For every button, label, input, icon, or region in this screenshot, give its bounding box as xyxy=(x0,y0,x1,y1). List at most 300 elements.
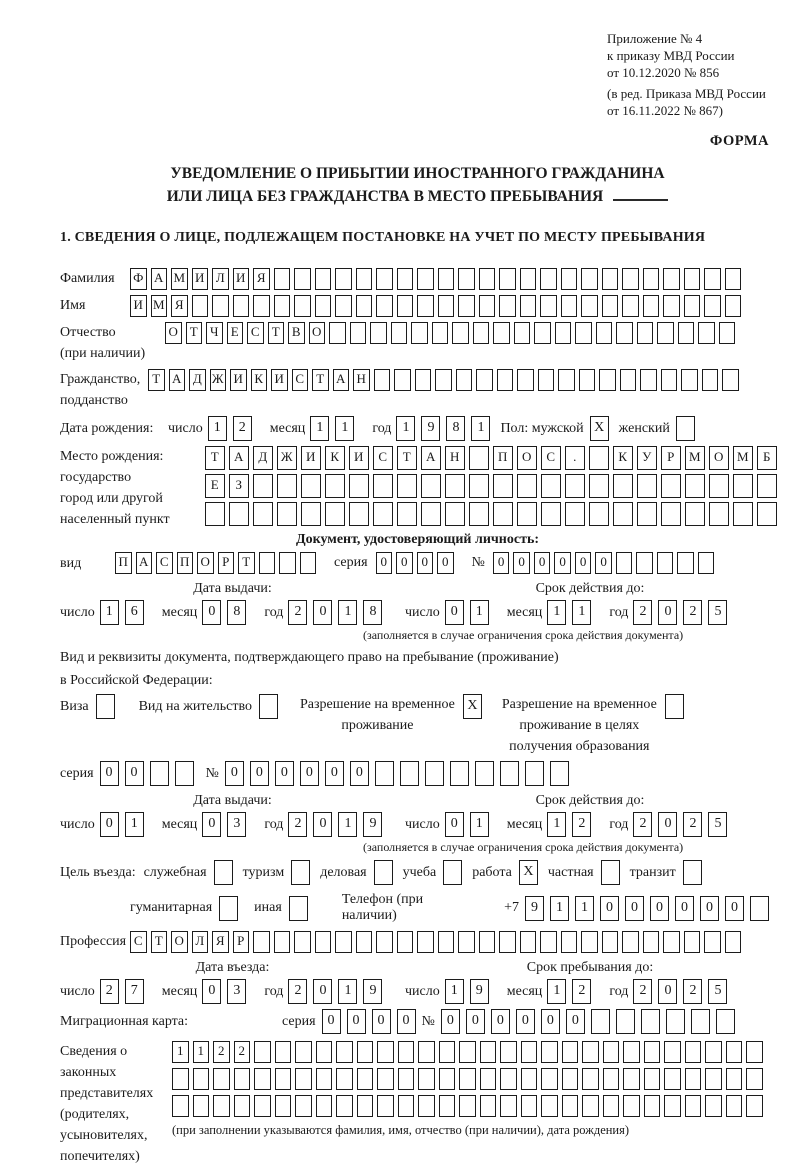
char-box-empty xyxy=(681,369,698,391)
char-box-empty xyxy=(469,474,489,498)
temp-residence-option: Разрешение на временное проживание X xyxy=(300,694,482,736)
char-box-empty xyxy=(676,416,695,441)
char-box-empty xyxy=(233,295,250,317)
char-box-empty xyxy=(540,931,557,953)
char-box-empty xyxy=(685,1041,702,1063)
surname-boxes xyxy=(130,268,745,290)
char-box-empty xyxy=(373,474,393,498)
char-box-empty xyxy=(663,268,680,290)
char-box-empty xyxy=(212,295,229,317)
birth-month-boxes xyxy=(310,416,360,441)
series-label: серия xyxy=(334,555,368,570)
char-box-empty xyxy=(229,502,249,526)
id-doc-heading: Документ, удостоверяющий личность: xyxy=(295,532,540,547)
char-box-filled: 2 xyxy=(683,812,702,837)
char-box-empty xyxy=(316,1095,333,1117)
res-doc-line2: в Российской Федерации: xyxy=(60,673,213,688)
char-box-empty xyxy=(521,1041,538,1063)
char-box-empty xyxy=(275,1068,292,1090)
char-box-filled: А xyxy=(169,369,186,391)
char-box-empty xyxy=(277,474,297,498)
char-box-empty xyxy=(479,931,496,953)
char-box-empty xyxy=(691,1009,710,1034)
form-title-line2: ИЛИ ЛИЦА БЕЗ ГРАЖДАНСТВА В МЕСТО ПРЕБЫВАНИЯ xyxy=(166,188,604,205)
edu-residence-option: Разрешение на временное проживание в целях получения образования xyxy=(502,694,684,757)
char-box-empty xyxy=(452,322,469,344)
id-doc-row xyxy=(60,552,775,574)
char-box-empty xyxy=(616,1009,635,1034)
purpose-business-checkbox xyxy=(374,860,393,885)
char-box-filled: 0 xyxy=(575,552,592,574)
char-box-empty xyxy=(644,1068,661,1090)
char-box-empty xyxy=(315,268,332,290)
char-box-filled: С xyxy=(373,446,393,470)
char-box-filled: 8 xyxy=(446,416,465,441)
char-box-empty xyxy=(746,1068,763,1090)
validity-note: (заполняется в случае ограничения срока действия документа) xyxy=(363,628,684,642)
char-box-filled: Ж xyxy=(277,446,297,470)
birth-date-label: Дата рождения: xyxy=(60,421,154,436)
char-box-empty xyxy=(356,295,373,317)
char-box-empty xyxy=(356,268,373,290)
char-box-empty xyxy=(685,1095,702,1117)
char-box-empty xyxy=(438,295,455,317)
char-box-empty xyxy=(400,761,419,786)
char-box-filled: 5 xyxy=(708,600,727,625)
char-box-filled: Т xyxy=(268,322,285,344)
char-box-empty xyxy=(620,369,637,391)
res-doc-series-row xyxy=(60,761,775,786)
char-box-filled: 0 xyxy=(600,896,619,921)
char-box-empty xyxy=(603,1041,620,1063)
gender-female-checkbox xyxy=(676,416,695,441)
char-box-filled: С xyxy=(130,931,147,953)
purpose-transit-checkbox xyxy=(683,860,702,885)
char-box-empty xyxy=(493,322,510,344)
char-box-filled: Р xyxy=(218,552,235,574)
char-box-empty xyxy=(301,502,321,526)
char-box-empty xyxy=(746,1041,763,1063)
char-box-empty xyxy=(499,268,516,290)
entry-day xyxy=(100,979,150,1004)
char-box-empty xyxy=(709,474,729,498)
id-doc-kind-boxes xyxy=(115,552,320,574)
purpose-official-checkbox xyxy=(214,860,233,885)
char-box-filled: 0 xyxy=(313,812,332,837)
char-box-filled: 0 xyxy=(700,896,719,921)
char-box-empty xyxy=(602,295,619,317)
char-box-filled: П xyxy=(493,446,513,470)
char-box-empty xyxy=(398,1041,415,1063)
char-box-empty xyxy=(616,322,633,344)
char-box-empty xyxy=(411,322,428,344)
char-box-empty xyxy=(300,552,317,574)
legal-boxes-row2 xyxy=(172,1068,767,1090)
char-box-filled: 8 xyxy=(363,600,382,625)
citizenship-label: Гражданство, подданство xyxy=(60,372,141,408)
residence-permit-option: Вид на жительство xyxy=(139,694,278,719)
char-box-empty xyxy=(294,295,311,317)
purpose-business: деловая xyxy=(320,860,392,885)
char-box-empty xyxy=(325,474,345,498)
char-box-filled: 1 xyxy=(338,979,357,1004)
char-box-empty xyxy=(418,1095,435,1117)
char-box-empty xyxy=(394,369,411,391)
char-box-empty xyxy=(254,1068,271,1090)
char-box-empty xyxy=(562,1068,579,1090)
char-box-filled: 0 xyxy=(202,979,221,1004)
valid-until-heading: Срок действия до: xyxy=(535,793,645,808)
char-box-empty xyxy=(172,1068,189,1090)
char-box-filled: Т xyxy=(312,369,329,391)
char-box-filled: А xyxy=(421,446,441,470)
char-box-filled: Б xyxy=(757,446,777,470)
form-title xyxy=(60,162,775,208)
char-box-filled: О xyxy=(309,322,326,344)
char-box-filled: 0 xyxy=(441,1009,460,1034)
char-box-empty xyxy=(458,295,475,317)
char-box-empty xyxy=(613,502,633,526)
char-box-empty xyxy=(373,502,393,526)
char-box-filled: 0 xyxy=(313,600,332,625)
char-box-empty xyxy=(517,474,537,498)
char-box-filled: Ф xyxy=(130,268,147,290)
char-box-filled: Е xyxy=(205,474,225,498)
char-box-empty xyxy=(683,860,702,885)
char-box-filled: 9 xyxy=(525,896,544,921)
char-box-empty xyxy=(716,1009,735,1034)
birthplace-label: Место рождения: государство город или другой населенный пункт xyxy=(60,449,170,527)
char-box-filled: 1 xyxy=(470,600,489,625)
char-box-filled: 0 xyxy=(658,812,677,837)
char-box-empty xyxy=(253,931,270,953)
char-box-filled: 1 xyxy=(125,812,144,837)
char-box-filled: Р xyxy=(661,446,681,470)
purpose-private: частная xyxy=(548,860,620,885)
section-1-heading: 1. СВЕДЕНИЯ О ЛИЦЕ, ПОДЛЕЖАЩЕМ ПОСТАНОВКЕ НА УЧЕТ ПО МЕСТУ ПРЕБЫВАНИЯ xyxy=(60,230,706,245)
char-box-empty xyxy=(415,369,432,391)
char-box-filled: 1 xyxy=(550,896,569,921)
char-box-empty xyxy=(336,1041,353,1063)
form-title-line1: УВЕДОМЛЕНИЕ О ПРИБЫТИИ ИНОСТРАННОГО ГРАЖДАНИНА xyxy=(170,165,665,182)
char-box-empty xyxy=(253,502,273,526)
char-box-empty xyxy=(397,474,417,498)
char-box-empty xyxy=(479,295,496,317)
char-box-empty xyxy=(663,295,680,317)
char-box-filled: Я xyxy=(212,931,229,953)
char-box-filled: С xyxy=(156,552,173,574)
char-box-empty xyxy=(480,1068,497,1090)
char-box-empty xyxy=(443,860,462,885)
char-box-empty xyxy=(581,295,598,317)
char-box-filled: 9 xyxy=(470,979,489,1004)
char-box-filled: 2 xyxy=(633,812,652,837)
char-box-empty xyxy=(616,552,633,574)
char-box-filled: 0 xyxy=(625,896,644,921)
char-box-empty xyxy=(661,502,681,526)
char-box-filled: В xyxy=(288,322,305,344)
char-box-empty xyxy=(582,1095,599,1117)
char-box-filled: 0 xyxy=(322,1009,341,1034)
char-box-empty xyxy=(599,369,616,391)
char-box-filled: П xyxy=(115,552,132,574)
stay-until-heading: Срок пребывания до: xyxy=(526,960,654,975)
char-box-filled: И xyxy=(271,369,288,391)
char-box-filled: 0 xyxy=(566,1009,585,1034)
char-box-filled: Я xyxy=(171,295,188,317)
char-box-empty xyxy=(623,1068,640,1090)
patronymic-row xyxy=(60,322,775,364)
purpose-humanitarian-checkbox xyxy=(219,896,238,921)
char-box-filled: 2 xyxy=(633,600,652,625)
char-box-filled: 1 xyxy=(100,600,119,625)
char-box-filled: 0 xyxy=(397,1009,416,1034)
char-box-filled: 9 xyxy=(363,979,382,1004)
char-box-empty xyxy=(459,1041,476,1063)
char-box-empty xyxy=(705,1041,722,1063)
char-box-filled: С xyxy=(247,322,264,344)
char-box-empty xyxy=(581,268,598,290)
char-box-empty xyxy=(438,268,455,290)
char-box-filled: А xyxy=(229,446,249,470)
purpose-tourism-checkbox xyxy=(291,860,310,885)
day-label: число xyxy=(405,604,440,620)
char-box-filled: М xyxy=(151,295,168,317)
char-box-filled: 9 xyxy=(363,812,382,837)
char-box-filled: 9 xyxy=(421,416,440,441)
char-box-empty xyxy=(357,1041,374,1063)
char-box-empty xyxy=(684,268,701,290)
char-box-filled: 6 xyxy=(125,600,144,625)
header-line: (в ред. Приказа МВД России xyxy=(607,86,766,101)
char-box-empty xyxy=(377,1041,394,1063)
char-box-filled: О xyxy=(165,322,182,344)
char-box-empty xyxy=(335,931,352,953)
char-box-empty xyxy=(274,931,291,953)
number-label: № xyxy=(421,1013,435,1029)
char-box-empty xyxy=(581,931,598,953)
char-box-empty xyxy=(637,474,657,498)
id-doc-kind-label: вид xyxy=(60,555,82,571)
id-valid-day xyxy=(445,600,495,625)
char-box-empty xyxy=(439,1041,456,1063)
char-box-empty xyxy=(591,1009,610,1034)
char-box-filled: 0 xyxy=(516,1009,535,1034)
char-box-empty xyxy=(376,295,393,317)
char-box-empty xyxy=(520,931,537,953)
char-box-filled: М xyxy=(685,446,705,470)
char-box-filled: 0 xyxy=(491,1009,510,1034)
char-box-empty xyxy=(350,322,367,344)
char-box-empty xyxy=(480,1095,497,1117)
char-box-empty xyxy=(644,1095,661,1117)
char-box-filled: 1 xyxy=(471,416,490,441)
char-box-empty xyxy=(234,1068,251,1090)
char-box-empty xyxy=(657,552,674,574)
stay-day xyxy=(445,979,495,1004)
char-box-filled: 0 xyxy=(225,761,244,786)
char-box-empty xyxy=(475,761,494,786)
phone-label: Телефон (при наличии) xyxy=(341,892,424,923)
char-box-empty xyxy=(698,552,715,574)
char-box-empty xyxy=(565,502,585,526)
legal-boxes-row3 xyxy=(172,1095,767,1117)
char-box-empty xyxy=(213,1095,230,1117)
header-line: от 16.11.2022 № 867) xyxy=(607,103,724,118)
char-box-empty xyxy=(664,1068,681,1090)
char-box-empty xyxy=(277,502,297,526)
char-box-filled: Т xyxy=(148,369,165,391)
char-box-empty xyxy=(622,295,639,317)
char-box-empty xyxy=(704,931,721,953)
purpose-row2 xyxy=(60,892,775,924)
char-box-empty xyxy=(335,295,352,317)
char-box-empty xyxy=(397,295,414,317)
profession-label: Профессия xyxy=(60,934,127,949)
char-box-filled: Д xyxy=(189,369,206,391)
char-box-empty xyxy=(603,1068,620,1090)
profession-row xyxy=(60,931,775,953)
char-box-empty xyxy=(643,931,660,953)
char-box-filled: 1 xyxy=(208,416,227,441)
char-box-empty xyxy=(705,1068,722,1090)
char-box-filled: И xyxy=(130,295,147,317)
char-box-empty xyxy=(684,931,701,953)
char-box-filled: О xyxy=(171,931,188,953)
char-box-filled: 2 xyxy=(234,1041,251,1063)
migration-number-boxes xyxy=(441,1009,741,1034)
char-box-filled: 0 xyxy=(675,896,694,921)
char-box-filled: 0 xyxy=(275,761,294,786)
char-box-filled: О xyxy=(709,446,729,470)
char-box-empty xyxy=(175,761,194,786)
char-box-filled: К xyxy=(325,446,345,470)
gender-male-checkbox xyxy=(590,416,609,441)
res-issue-year xyxy=(288,812,388,837)
id-issue-year xyxy=(288,600,388,625)
char-box-empty xyxy=(725,295,742,317)
char-box-empty xyxy=(719,322,736,344)
char-box-empty xyxy=(538,369,555,391)
char-box-empty xyxy=(295,1068,312,1090)
char-box-empty xyxy=(417,931,434,953)
char-box-empty xyxy=(445,502,465,526)
char-box-filled: Н xyxy=(445,446,465,470)
char-box-empty xyxy=(725,268,742,290)
char-box-empty xyxy=(643,268,660,290)
char-box-empty xyxy=(418,1068,435,1090)
char-box-empty xyxy=(356,931,373,953)
char-box-empty xyxy=(726,1068,743,1090)
header-reference xyxy=(607,30,775,119)
char-box-filled: 2 xyxy=(213,1041,230,1063)
char-box-empty xyxy=(500,1095,517,1117)
char-box-empty xyxy=(500,1068,517,1090)
patronymic-boxes xyxy=(165,322,739,344)
char-box-filled: 7 xyxy=(125,979,144,1004)
char-box-empty xyxy=(637,502,657,526)
year-label: год xyxy=(609,604,629,620)
char-box-empty xyxy=(172,1095,189,1117)
char-box-empty xyxy=(336,1095,353,1117)
entry-date-heading: Дата въезда: xyxy=(195,960,270,975)
issue-date-heading: Дата выдачи: xyxy=(193,793,272,808)
char-box-filled: 1 xyxy=(547,979,566,1004)
char-box-filled: М xyxy=(733,446,753,470)
year-label: год xyxy=(372,420,392,436)
char-box-filled: 2 xyxy=(288,812,307,837)
char-box-empty xyxy=(391,322,408,344)
id-doc-series-boxes xyxy=(376,552,458,574)
purpose-transit: транзит xyxy=(630,860,702,885)
surname-row xyxy=(60,268,775,290)
char-box-empty xyxy=(500,1041,517,1063)
char-box-empty xyxy=(517,502,537,526)
citizenship-row xyxy=(60,369,775,411)
temp-residence-checkbox xyxy=(463,694,482,719)
char-box-empty xyxy=(520,268,537,290)
char-box-filled: 8 xyxy=(227,600,246,625)
char-box-empty xyxy=(254,1041,271,1063)
char-box-filled: Т xyxy=(151,931,168,953)
char-box-filled: 1 xyxy=(338,812,357,837)
char-box-empty xyxy=(234,1095,251,1117)
char-box-empty xyxy=(582,1041,599,1063)
char-box-empty xyxy=(750,896,769,921)
char-box-empty xyxy=(438,931,455,953)
id-doc-dates xyxy=(60,581,775,643)
res-doc-line1: Вид и реквизиты документа, подтверждающего право на пребывание (проживание) xyxy=(60,650,559,665)
char-box-empty xyxy=(534,322,551,344)
char-box-filled: Т xyxy=(397,446,417,470)
visa-checkbox xyxy=(96,694,115,719)
char-box-filled: И xyxy=(301,446,321,470)
char-box-empty xyxy=(274,295,291,317)
char-box-filled: Н xyxy=(353,369,370,391)
legal-boxes-row1 xyxy=(172,1041,767,1063)
char-box-empty xyxy=(279,552,296,574)
patronymic-label: Отчество (при наличии) xyxy=(60,325,146,361)
char-box-empty xyxy=(641,1009,660,1034)
char-box-empty xyxy=(622,931,639,953)
char-box-empty xyxy=(677,552,694,574)
char-box-empty xyxy=(469,502,489,526)
char-box-empty xyxy=(643,295,660,317)
char-box-empty xyxy=(329,322,346,344)
char-box-filled: 2 xyxy=(100,979,119,1004)
char-box-filled: 0 xyxy=(658,979,677,1004)
char-box-filled: З xyxy=(229,474,249,498)
char-box-empty xyxy=(514,322,531,344)
char-box-filled: 1 xyxy=(335,416,354,441)
char-box-filled: 0 xyxy=(376,552,393,574)
char-box-empty xyxy=(376,268,393,290)
char-box-filled: 2 xyxy=(288,979,307,1004)
migration-card-row xyxy=(60,1009,775,1034)
char-box-empty xyxy=(370,322,387,344)
char-box-filled: К xyxy=(251,369,268,391)
migration-card-label: Миграционная карта: xyxy=(60,1014,189,1029)
char-box-empty xyxy=(398,1095,415,1117)
month-label: месяц xyxy=(269,420,306,436)
char-box-filled: О xyxy=(197,552,214,574)
char-box-empty xyxy=(417,268,434,290)
char-box-filled: 0 xyxy=(350,761,369,786)
char-box-empty xyxy=(517,369,534,391)
char-box-empty xyxy=(541,1041,558,1063)
res-doc-dates: Дата выдачи: число 0 1 месяц 0 3 год 2 0 1 9 Срок действия до: число 0 1 месяц 1 2 год 2 0 2 5 (заполняется в случае ограничения срока действия документа) xyxy=(60,793,775,855)
id-issue-month xyxy=(202,600,252,625)
